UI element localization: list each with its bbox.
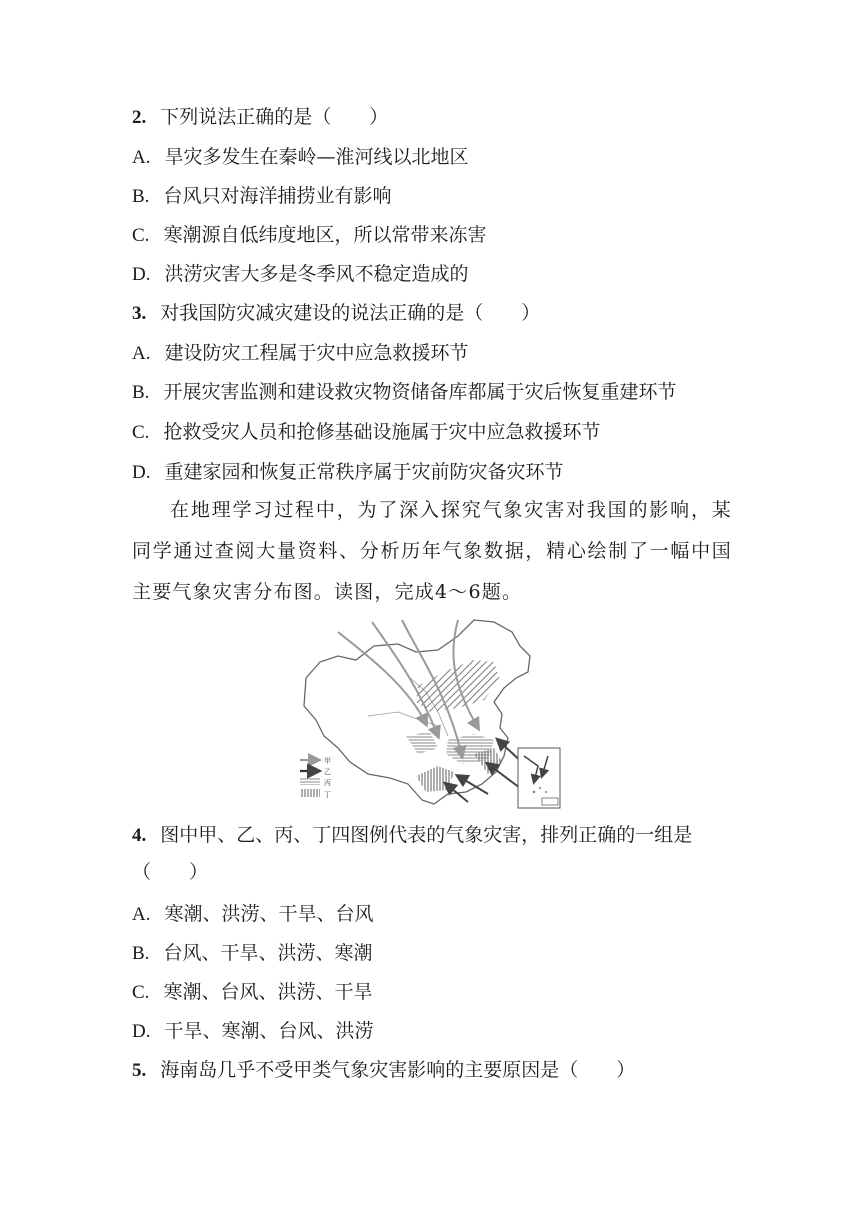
- legend-symbol-ding: [300, 789, 320, 797]
- option-letter: D.: [132, 462, 151, 483]
- option-text: 洪涝灾害大多是冬季风不稳定造成的: [164, 263, 469, 285]
- map-legend: [300, 757, 331, 799]
- option-letter: B.: [132, 943, 150, 964]
- option-text: 开展灾害监测和建设救灾物资储备库都属于灾后恢复重建环节: [163, 381, 677, 403]
- question-5-stem: [132, 1058, 635, 1083]
- q3-option-c: [132, 420, 600, 445]
- question-4-stem: [132, 823, 692, 848]
- question-number: 5.: [132, 1060, 147, 1081]
- question-text: 下列说法正确的是（ ）: [160, 106, 389, 128]
- typhoon-arrow: [446, 784, 468, 802]
- option-letter: C.: [132, 422, 150, 443]
- question-number: 4.: [132, 825, 147, 846]
- q3-option-d: [132, 460, 564, 485]
- option-letter: B.: [132, 382, 150, 403]
- q4-option-b: [132, 941, 372, 966]
- option-text: 抢救受灾人员和抢修基础设施属于灾中应急救援环节: [163, 421, 601, 443]
- option-letter: B.: [132, 186, 150, 207]
- option-text: 寒潮源自低纬度地区，所以常带来冻害: [163, 224, 487, 246]
- question-4-paren: [132, 860, 208, 884]
- cold-wave-arrow: [372, 622, 438, 736]
- option-letter: A.: [132, 147, 151, 168]
- option-text: 重建家园和恢复正常秩序属于灾前防灾备灾环节: [164, 461, 564, 483]
- option-letter: C.: [132, 225, 150, 246]
- option-text: 寒潮、台风、洪涝、干旱: [163, 981, 373, 1003]
- option-text: 台风、干旱、洪涝、寒潮: [163, 942, 373, 964]
- question-number: 2.: [132, 107, 147, 128]
- question-3-stem: [132, 301, 540, 326]
- option-letter: A.: [132, 904, 151, 925]
- option-letter: D.: [132, 264, 151, 285]
- question-text: 图中甲、乙、丙、丁四图例代表的气象灾害，排列正确的一组是: [160, 824, 693, 846]
- q3-option-a: [132, 341, 469, 366]
- option-text: 干旱、寒潮、台风、洪涝: [164, 1020, 374, 1042]
- question-number: 3.: [132, 303, 147, 324]
- typhoon-arrow: [458, 776, 488, 794]
- q2-option-c: [132, 223, 486, 248]
- option-text: 建设防灾工程属于灾中应急救援环节: [164, 342, 469, 364]
- flood-area: [406, 732, 438, 754]
- reading-passage: 在地理学习过程中，为了深入探究气象灾害对我国的影响，某同学通过查阅大量资料、分析历年气象数据，精心绘制了一幅中国主要气象灾害分布图。读图，完成4～6题。: [132, 499, 732, 603]
- hatched-area: [416, 766, 454, 792]
- legend-label-jia: 甲: [324, 757, 331, 765]
- option-text: 台风只对海洋捕捞业有影响: [163, 185, 392, 207]
- option-text: 旱灾多发生在秦岭—淮河线以北地区: [164, 146, 469, 168]
- q2-option-a: [132, 145, 469, 170]
- q3-option-b: [132, 380, 676, 405]
- option-letter: C.: [132, 982, 150, 1003]
- option-text: 寒潮、洪涝、干旱、台风: [164, 903, 374, 925]
- question-text: 对我国防灾减灾建设的说法正确的是（ ）: [160, 302, 541, 324]
- legend-label-ding: 丁: [324, 791, 331, 799]
- question-text: 海南岛几乎不受甲类气象灾害影响的主要原因是（ ）: [160, 1059, 636, 1081]
- q4-option-d: [132, 1019, 374, 1044]
- q2-option-b: [132, 184, 391, 209]
- legend-label-bing: 丙: [324, 779, 331, 787]
- q4-option-c: [132, 980, 372, 1005]
- answer-paren: （ ）: [132, 861, 209, 883]
- q2-option-d: [132, 262, 469, 287]
- question-2-stem: [132, 105, 388, 130]
- q4-option-a: [132, 902, 374, 927]
- legend-symbol-bing: [300, 778, 320, 785]
- china-weather-disaster-map: [298, 616, 564, 812]
- option-letter: D.: [132, 1021, 151, 1042]
- option-letter: A.: [132, 343, 151, 364]
- typhoon-arrow: [488, 764, 520, 788]
- legend-label-yi: 乙: [324, 768, 331, 776]
